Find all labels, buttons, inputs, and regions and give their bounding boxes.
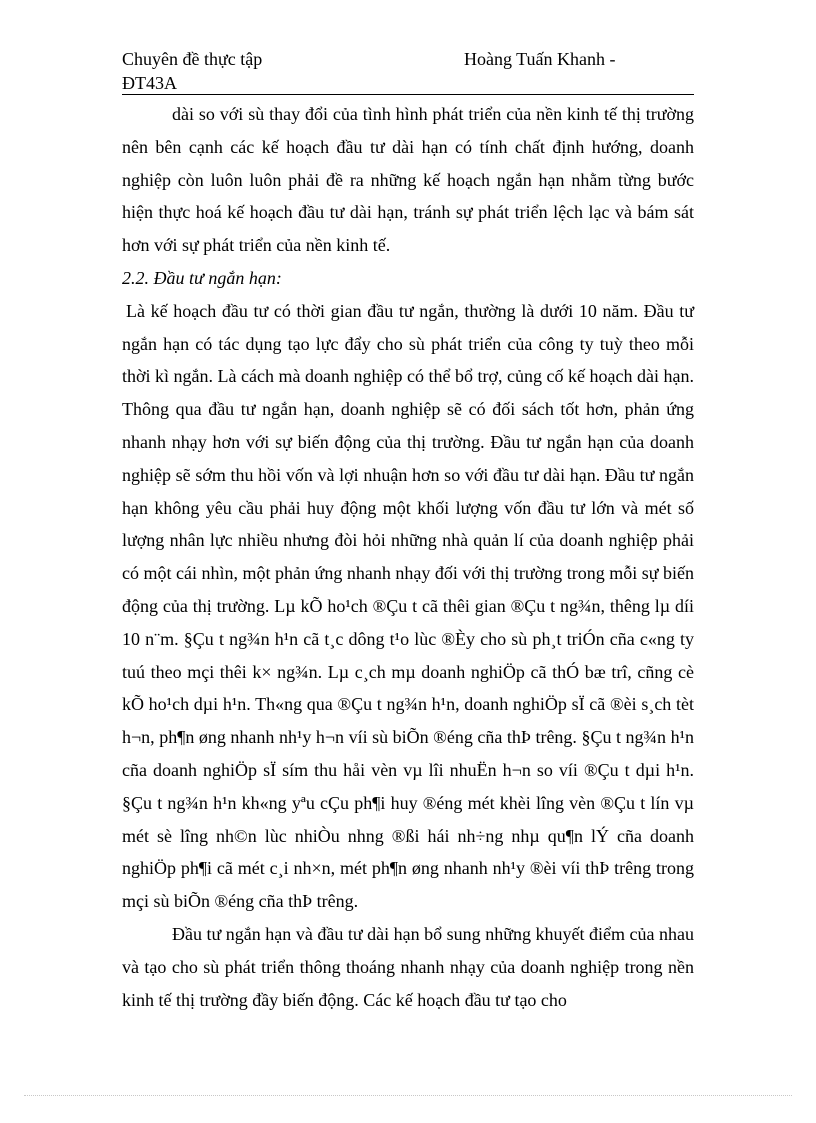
- section-heading: 2.2. Đầu tư ngắn hạn:: [122, 267, 282, 288]
- page-bottom-border: [24, 1095, 792, 1096]
- paragraph-short-term-investment: Là kế hoạch đầu tư có thời gian đầu tư ngắn, thường là dưới 10 năm. Đầu tư ngắn hạn có tác dụng tạo lực đẩy cho sù phát triển của công ty tuỳ theo mỗi thời kì ngắn. Là cách mà doanh nghiệp có thể bổ trợ, củng cố kế hoạch dài hạn. Thông qua đầu tư ngắn hạn, doanh nghiệp sẽ có đối sách tốt hơn, phản ứng nhanh nhạy hơn với sự biến động của thị trường. Đầu tư ngắn hạn của doanh nghiệp sẽ sớm thu hồi vốn và lợi nhuận hơn so với đầu tư dài hạn. Đầu tư ngắn hạn không yêu cầu phải huy động một khối lượng vốn đầu tư lớn và mét số lượng nhân lực nhiều nhưng đòi hỏi những nhà quản lí của doanh nghiệp phải có một cái nhìn, một phản ứng nhanh nhạy đối với thị trường trong mỗi sự biến động của thị trường. Lµ kÕ ho¹ch ®Çu t cã thêi gian ®Çu t ng¾n, thêng lµ díi 10 n¨m. §Çu t ng¾n h¹n cã t¸c dông t¹o lùc ®Èy cho sù ph¸t triÓn cña c«ng ty tuú theo mçi thêi k× ng¾n. Lµ c¸ch mµ doanh nghiÖp cã thÓ bæ trî, cñng cè kÕ ho¹ch dµi h¹n. Th«ng qua ®Çu t ng¾n h¹n, doanh nghiÖp sÏ cã ®èi s¸ch tèt h¬n, ph¶n øng nhanh nh¹y h¬n víi sù biÕn ®éng cña thÞ trêng. §Çu t ng¾n h¹n cña doanh nghiÖp sÏ sím thu håi vèn vµ lîi nhuËn h¬n so víi ®Çu t dµi h¹n. §Çu t ng¾n h¹n kh«ng yªu cÇu ph¶i huy ®éng mét khèi lîng vèn ®Çu t lín vµ mét sè lîng nh©n lùc nhiÒu nhng ®ßi hái nh÷ng nhµ qu¶n lÝ cña doanh nghiÖp ph¶i cã mét c¸i nh×n, mét ph¶n øng nhanh nh¹y ®èi víi thÞ trêng trong mçi sù biÕn ®éng cña thÞ trêng.: [122, 300, 694, 912]
- header-author: Hoàng Tuấn Khanh -: [464, 49, 616, 69]
- paragraph-intro: dài so với sù thay đổi của tình hình phát triển của nền kinh tế thị trường nên bên cạnh các kế hoạch đầu tư dài hạn có tính chất định hướng, doanh nghiệp còn luôn luôn phải đề ra những kế hoạch ngắn hạn nhằm từng bước hiện thực hoá kế hoạch đầu tư dài hạn, tránh sự phát triển lệch lạc và bám sát hơn với sự phát triển của nền kinh tế.: [122, 104, 694, 256]
- header-divider: [122, 94, 694, 95]
- header-document-type: Chuyên đề thực tập: [122, 49, 263, 69]
- header-class-code: ĐT43A: [122, 73, 177, 93]
- paragraph-conclusion: Đầu tư ngắn hạn và đầu tư dài hạn bổ sung những khuyết điểm của nhau và tạo cho sù phát triển thông thoáng nhanh nhạy của doanh nghiệp trong nền kinh tế thị trường đầy biến động. Các kế hoạch đầu tư tạo cho: [122, 923, 694, 1010]
- document-body: [122, 98, 694, 1016]
